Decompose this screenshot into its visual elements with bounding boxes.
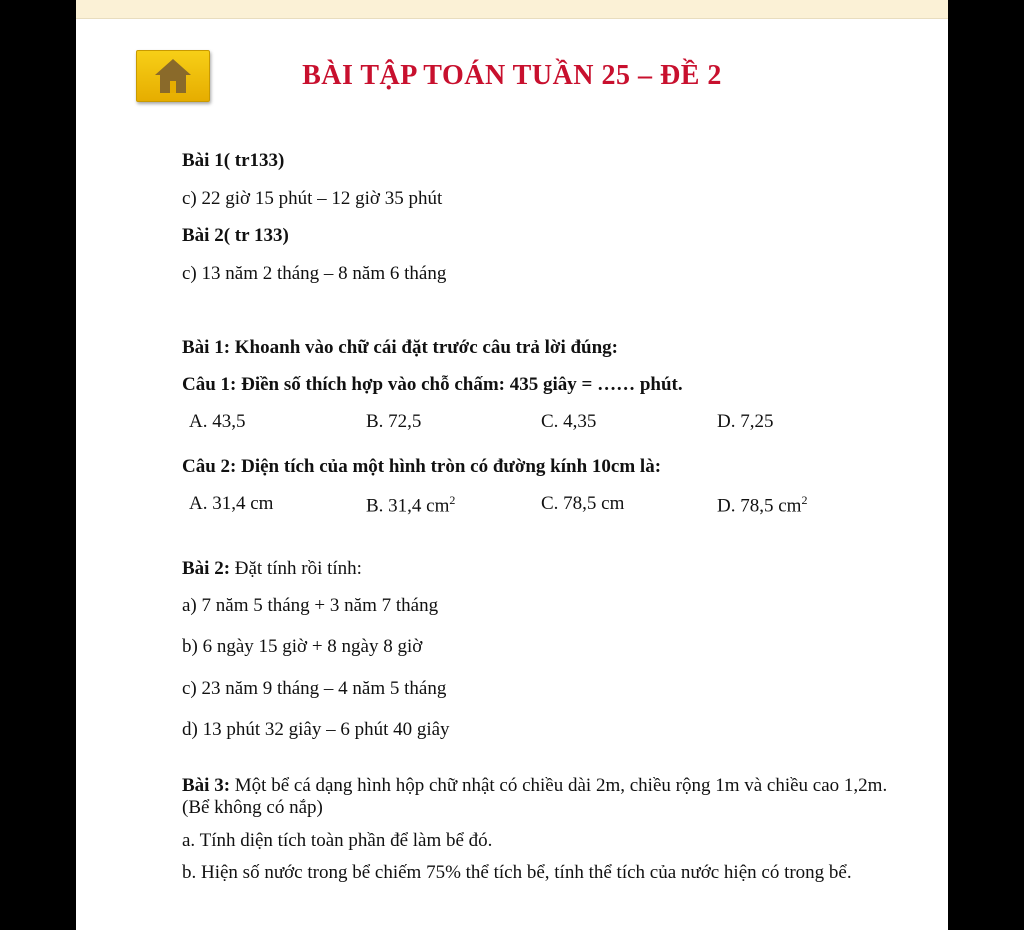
cau1-question: Câu 1: Điền số thích hợp vào chỗ chấm: 435 giây = …… phút.: [182, 374, 683, 395]
cau1-option-c: C. 4,35: [541, 411, 597, 432]
bai3-item-a: a. Tính diện tích toàn phần để làm bể đó.: [182, 830, 493, 851]
bai2-item-d: d) 13 phút 32 giây – 6 phút 40 giây: [182, 719, 450, 740]
bai3-text: Một bể cá dạng hình hộp chữ nhật có chiều dài 2m, chiều rộng 1m và chiều cao 1,2m. (Bể không có nắp): [182, 775, 888, 818]
bai2-item-b: b) 6 ngày 15 giờ + 8 ngày 8 giờ: [182, 636, 423, 657]
cau2-option-b-sup: 2: [449, 493, 456, 507]
cau1-option-d: D. 7,25: [717, 411, 774, 432]
cau2-option-d: [717, 493, 807, 517]
cau1-option-a: A. 43,5: [189, 411, 246, 432]
document-page: [76, 0, 948, 930]
bai2-tr133-heading: Bài 2( tr 133): [182, 225, 289, 246]
bai2-heading: [182, 558, 362, 580]
bai2-label: Bài 2:: [182, 558, 231, 579]
cau2-option-a: A. 31,4 cm: [189, 493, 274, 514]
bai2-item-c: c) 23 năm 9 tháng – 4 năm 5 tháng: [182, 678, 447, 699]
page-title: BÀI TẬP TOÁN TUẦN 25 – ĐỀ 2: [302, 60, 722, 91]
bai2-item-a: a) 7 năm 5 tháng + 3 năm 7 tháng: [182, 595, 439, 616]
bai2-tr133-item-c: c) 13 năm 2 tháng – 8 năm 6 tháng: [182, 263, 447, 284]
cau2-option-c: C. 78,5 cm: [541, 493, 625, 514]
cau1-option-b: B. 72,5: [366, 411, 422, 432]
bai1-heading: Bài 1: Khoanh vào chữ cái đặt trước câu trả lời đúng:: [182, 337, 618, 358]
bai2-text: Đặt tính rồi tính:: [230, 558, 362, 579]
bai3-label: Bài 3:: [182, 775, 231, 796]
bai3-item-b: b. Hiện số nước trong bể chiếm 75% thể tích bể, tính thể tích của nước hiện có trong bể.: [182, 862, 852, 883]
cau2-option-b-text: B. 31,4 cm: [366, 495, 450, 517]
bai1-tr133-item-c: c) 22 giờ 15 phút – 12 giờ 35 phút: [182, 188, 443, 209]
cau2-option-d-text: D. 78,5 cm: [717, 495, 802, 517]
cau2-question: Câu 2: Diện tích của một hình tròn có đường kính 10cm là:: [182, 456, 662, 477]
bai1-tr133-heading: Bài 1( tr133): [182, 150, 285, 171]
bai3-paragraph: [182, 775, 894, 819]
cau2-option-b: [366, 493, 455, 517]
top-band: [76, 0, 948, 19]
cau2-option-d-sup: 2: [801, 493, 808, 507]
